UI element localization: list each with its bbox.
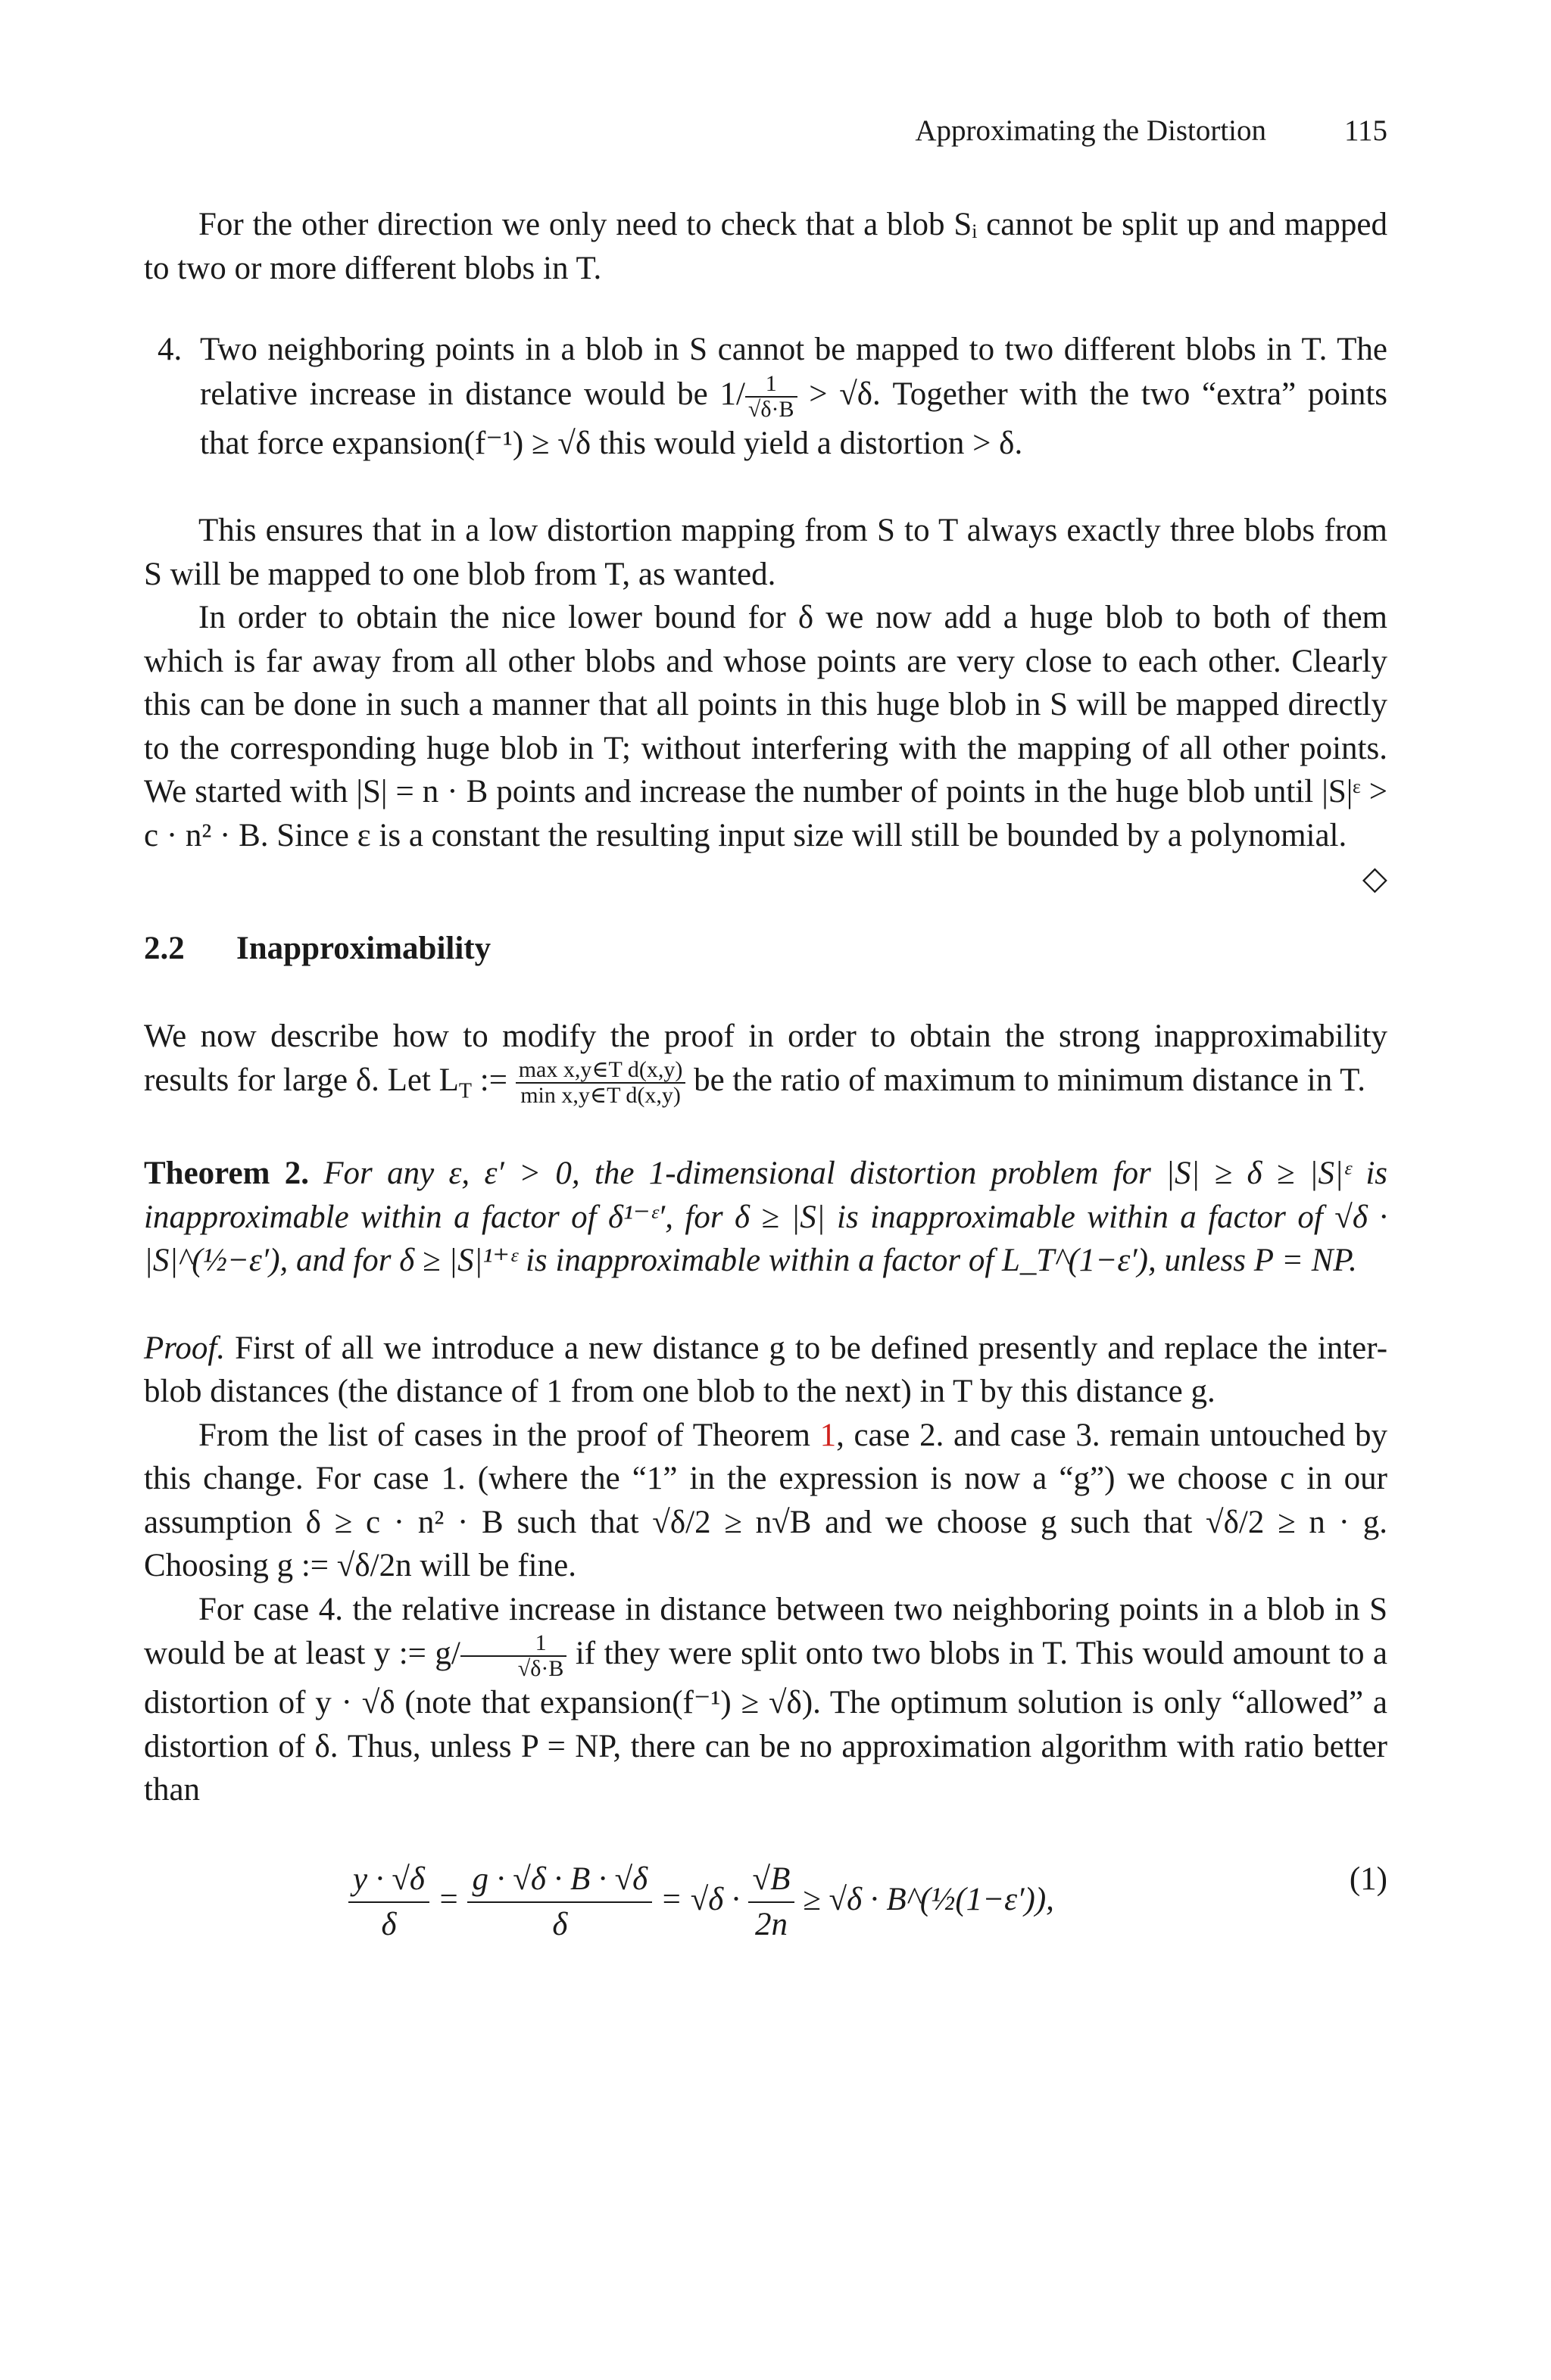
theorem-reference-link[interactable]: 1 (819, 1417, 837, 1453)
theorem-2 (144, 1152, 1387, 1283)
paragraph-huge-blob: In order to obtain the nice lower bound for δ we now add a huge blob to both of them which is far away from all other blobs and whose points are very close to each other. Clearly this can be done in such a manner that all points in this huge blob in S will be mapped directly to the corresponding huge blob in T; without interfering with the mapping of all other points. We started with |S| = n · B points and increase the number of points in the huge blob until |S|ᵋ > c · n² · B. Since ε is a constant the resulting input size will still be bounded by a polynomial. ◇ (144, 596, 1387, 857)
qed-symbol: ◇ (1362, 861, 1387, 897)
equation-1 (144, 1835, 1387, 1941)
ratio-fraction: $\frac{\text{max x,y∈T d(x,y)}}{\text{min x,y∈T d(x,y)}}$ (516, 1058, 686, 1108)
paragraph-cases: From the list of cases in the proof of Theorem 1, case 2. and case 3. remain untouched by this change. For case 1. (where the “1” in the expression is now a “g”) we choose c in our assumption δ ≥ c · n² · B such that √δ/2 ≥ n√B and we choose g such that √δ/2 ≥ n · g. Choosing g := √δ/2n will be fine. (144, 1417, 1387, 1583)
theorem-statement: For any ε, ε′ > 0, the 1-dimensional distortion problem for |S| ≥ δ ≥ |S|ᵋ is inapproximable within a factor of δ¹⁻ᵋ′, for δ ≥ |S| is inapproximable within a factor of √δ · |S|^(½−ε′), and for δ ≥ |S|¹⁺ᵋ is inapproximable within a factor of L_T^(1−ε′), unless P = NP. (144, 1156, 1388, 1278)
section-title: Inapproximability (236, 931, 492, 966)
paragraph-ensures: This ensures that in a low distortion mapping from S to T always exactly three blobs from S will be mapped to one blob from T, as wanted. (144, 513, 1387, 592)
section-heading (144, 927, 1387, 971)
section-number: 2.2 (144, 931, 185, 966)
equation-number: (1) (1349, 1861, 1387, 1897)
list-item-number: 4. (158, 332, 183, 367)
proof-label: Proof. (144, 1330, 226, 1366)
running-title: Approximating the Distortion (915, 114, 1266, 147)
inline-fraction: $\frac{1}{√\delta\cdot B}$ (460, 1631, 567, 1681)
theorem-label: Theorem 2. (144, 1156, 309, 1191)
equation-math: $\frac{y \cdot √\delta}{\delta}$ = $\frac{g \cdot √\delta \cdot B \cdot √\delta}{\delta}$ = √δ · $\frac{√B}{2n}$ ≥ √δ · B^(½(1−ε′)), (348, 1858, 1054, 1947)
proof-paragraph: Proof. First of all we introduce a new distance g to be defined presently and replace the inter-blob distances (the distance of 1 from one blob to the next) in T by this distance g. (144, 1330, 1388, 1409)
paragraph-other-direction: For the other direction we only need to check that a blob Sᵢ cannot be split up and mapped to two or more different blobs in T. (144, 207, 1387, 286)
paragraph-case-4: For case 4. the relative increase in distance between two neighboring points in a blob in S would be at least y := g/ $\frac{1}{√\delta\cdot B}$ if they were split onto two blobs in T. This would amount to a distortion of y · √δ (note that expansion(f⁻¹) ≥ √δ). The optimum solution is only “allowed” a distortion of δ. Thus, unless P = NP, there can be no approximation algorithm with ratio better than (144, 1591, 1387, 1808)
paragraph-modify-proof: We now describe how to modify the proof in order to obtain the strong inapproximability results for large δ. Let $L_T$ := $\frac{\text{max x,y∈T d(x,y)}}{\text{min x,y∈T d(x,y)}}$ be the ratio of maximum to minimum distance in T. (144, 1018, 1387, 1108)
list-item-text: Two neighboring points in a blob in S cannot be mapped to two different blobs in T. The relative increase in distance would be 1/ $\frac{1}{√\delta\cdot B}$ > √δ. Together with the two “extra” points that force expansion(f⁻¹) ≥ √δ this would yield a distortion > δ. (200, 332, 1387, 461)
page-body (144, 203, 1387, 1941)
page-number: 115 (1343, 114, 1387, 147)
inline-fraction: $\frac{1}{√\delta\cdot B}$ (745, 372, 797, 422)
running-header (144, 114, 1387, 159)
list-item-4 (158, 328, 1387, 465)
